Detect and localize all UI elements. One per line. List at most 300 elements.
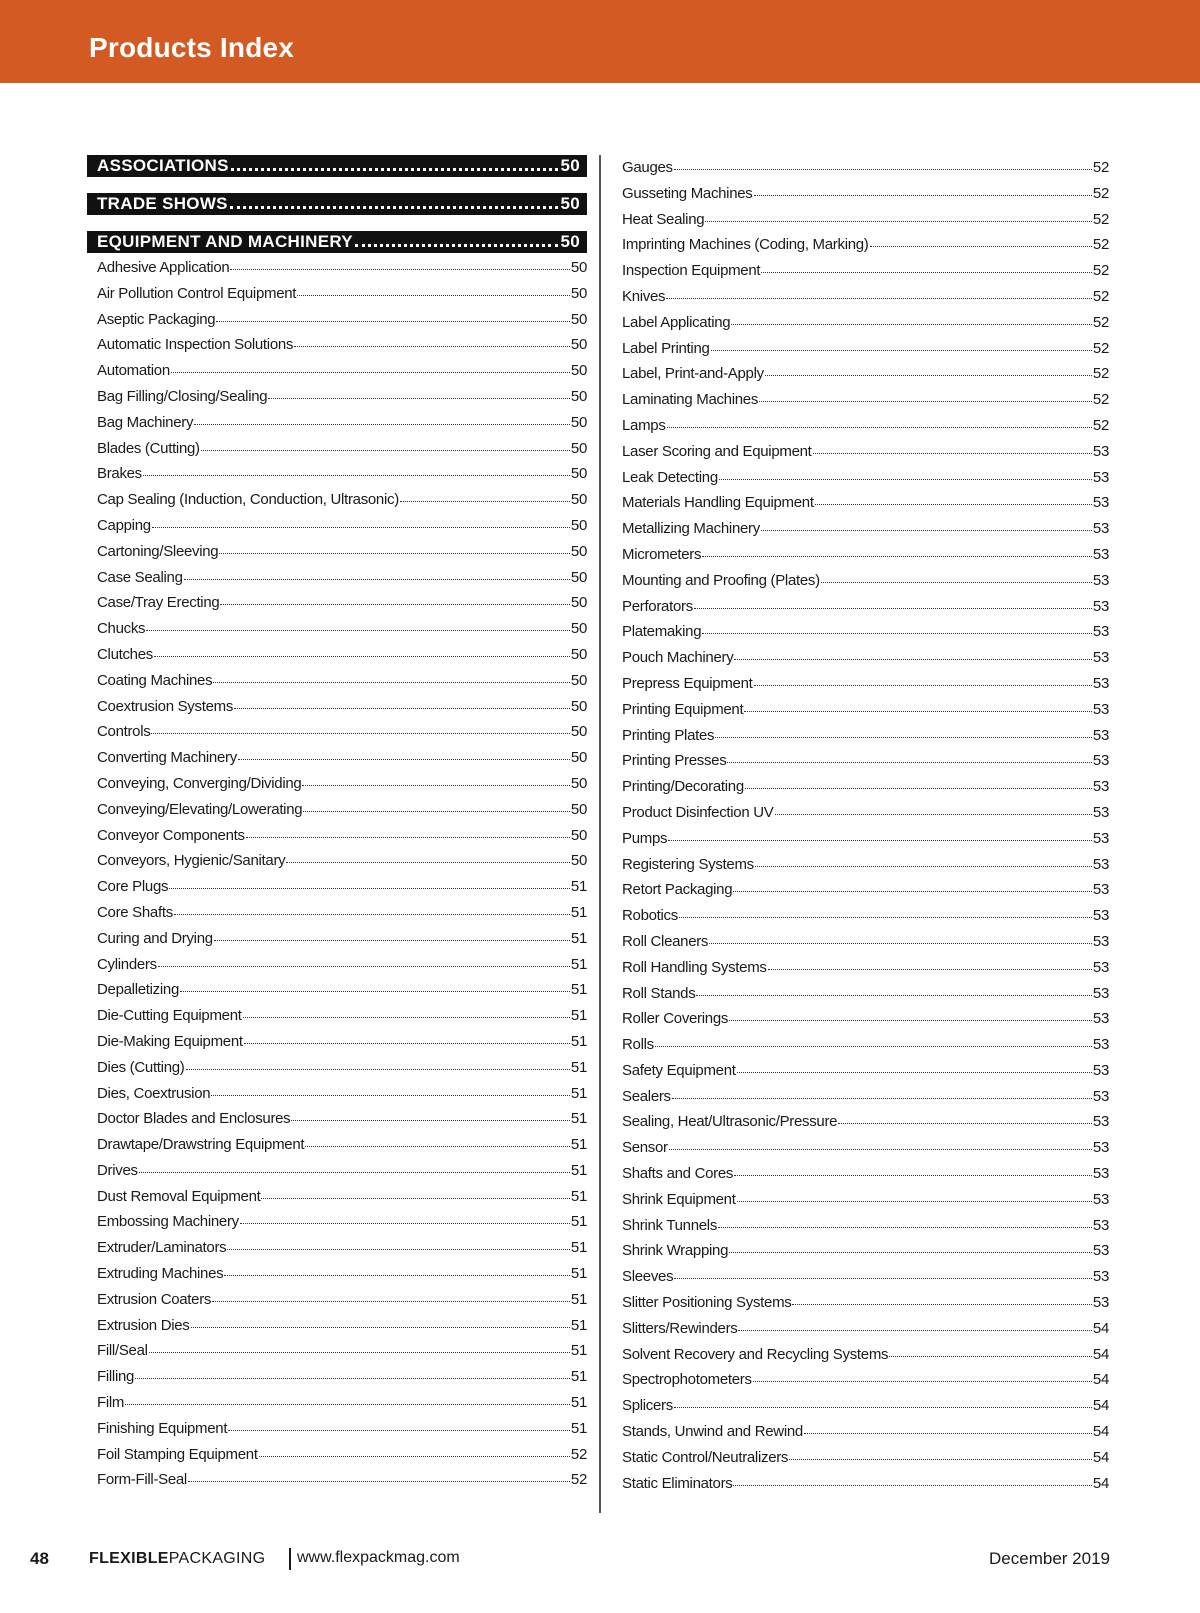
index-entry-label: Prepress Equipment <box>622 674 753 692</box>
index-entry[interactable] <box>622 1135 1109 1161</box>
index-entry-label: Aseptic Packaging <box>97 310 216 328</box>
index-entry[interactable] <box>87 1235 587 1261</box>
index-entry-page: 50 <box>570 594 587 612</box>
leader-dots <box>674 1407 1092 1408</box>
index-entry[interactable] <box>622 1109 1109 1135</box>
index-entry-page: 51 <box>570 1187 587 1205</box>
index-entry[interactable] <box>87 874 587 900</box>
index-entry-page: 52 <box>1092 365 1109 383</box>
index-entry[interactable] <box>87 1364 587 1390</box>
index-entry[interactable] <box>622 1471 1109 1497</box>
index-entry-page: 51 <box>570 1161 587 1179</box>
index-entry[interactable] <box>622 1367 1109 1393</box>
index-entry[interactable] <box>87 1106 587 1132</box>
index-entry[interactable] <box>87 1467 587 1493</box>
leader-dots <box>745 788 1092 789</box>
index-entry[interactable] <box>87 1055 587 1081</box>
index-entry[interactable] <box>87 1081 587 1107</box>
leader-dots <box>212 1301 570 1302</box>
index-entry-page: 54 <box>1092 1448 1109 1466</box>
index-entry[interactable] <box>622 310 1109 336</box>
index-entry[interactable] <box>622 1290 1109 1316</box>
index-entry[interactable] <box>622 232 1109 258</box>
index-entry[interactable] <box>87 384 587 410</box>
index-entry-label: Coating Machines <box>97 671 213 689</box>
index-entry-page: 53 <box>1092 1216 1109 1234</box>
leader-dots <box>135 1378 570 1379</box>
index-entry-label: Cap Sealing (Induction, Conduction, Ultrasonic) <box>97 491 399 509</box>
leader-dots <box>240 1223 570 1224</box>
index-entry-page: 50 <box>570 542 587 560</box>
index-entry-page: 50 <box>570 516 587 534</box>
index-entry-label: Air Pollution Control Equipment <box>97 284 297 302</box>
index-entry[interactable] <box>622 490 1109 516</box>
index-entry[interactable] <box>622 826 1109 852</box>
leader-dots <box>291 1120 570 1121</box>
index-entry-label: Pouch Machinery <box>622 649 734 667</box>
index-entry-page: 51 <box>570 1058 587 1076</box>
index-entry-page: 52 <box>1092 262 1109 280</box>
index-entry-label: Dust Removal Equipment <box>97 1187 261 1205</box>
leader-dots <box>216 321 570 322</box>
index-entry-label: Label Printing <box>622 339 710 357</box>
leader-dots <box>870 246 1092 247</box>
index-entry[interactable] <box>622 181 1109 207</box>
index-entry[interactable] <box>622 1187 1109 1213</box>
index-entry-label: Solvent Recovery and Recycling Systems <box>622 1345 889 1363</box>
index-entry-label: Roll Cleaners <box>622 932 709 950</box>
index-entry[interactable] <box>622 1238 1109 1264</box>
index-entry[interactable] <box>87 590 587 616</box>
index-entry-label: Rolls <box>622 1036 654 1054</box>
index-entry-page: 51 <box>570 1032 587 1050</box>
index-entry-label: Film <box>97 1394 125 1412</box>
index-entry[interactable] <box>622 723 1109 749</box>
index-entry-page: 53 <box>1092 571 1109 589</box>
index-entry[interactable] <box>87 1287 587 1313</box>
leader-dots <box>158 966 570 967</box>
index-entry[interactable] <box>87 1184 587 1210</box>
index-entry[interactable] <box>87 539 587 565</box>
index-entry-label: Knives <box>622 287 666 305</box>
index-entry[interactable] <box>87 926 587 952</box>
leader-dots <box>194 424 570 425</box>
index-entry[interactable] <box>87 616 587 642</box>
index-entry[interactable] <box>87 1416 587 1442</box>
index-entry-page: 52 <box>1092 184 1109 202</box>
index-entry[interactable] <box>622 903 1109 929</box>
index-entry-page: 53 <box>1092 1294 1109 1312</box>
leader-dots <box>214 940 570 941</box>
index-entry[interactable] <box>622 568 1109 594</box>
index-entry[interactable] <box>622 1342 1109 1368</box>
index-entry-page: 50 <box>570 852 587 870</box>
index-entry[interactable] <box>622 542 1109 568</box>
leader-dots <box>731 324 1092 325</box>
leader-dots <box>355 233 559 247</box>
index-entry[interactable] <box>622 284 1109 310</box>
index-entry[interactable] <box>87 1313 587 1339</box>
footer-url-link[interactable]: www.flexpackmag.com <box>297 1549 460 1566</box>
index-entry[interactable] <box>622 800 1109 826</box>
leader-dots <box>694 608 1092 609</box>
index-entry[interactable] <box>87 358 587 384</box>
index-entry[interactable] <box>622 748 1109 774</box>
index-entry-page: 50 <box>570 800 587 818</box>
index-entry[interactable] <box>87 1390 587 1416</box>
index-entry-page: 50 <box>570 774 587 792</box>
index-entry-label: Die-Making Equipment <box>97 1032 243 1050</box>
leader-dots <box>754 685 1092 686</box>
index-entry-page: 50 <box>570 362 587 380</box>
index-entry[interactable] <box>622 852 1109 878</box>
leader-dots <box>754 195 1092 196</box>
index-entry-page: 52 <box>1092 416 1109 434</box>
index-entry[interactable] <box>87 952 587 978</box>
index-entry-label: Fill/Seal <box>97 1342 148 1360</box>
index-entry-page: 53 <box>1092 597 1109 615</box>
index-entry-page: 51 <box>570 1265 587 1283</box>
leader-dots <box>400 501 570 502</box>
index-entry[interactable] <box>622 619 1109 645</box>
index-entry-page: 54 <box>1092 1345 1109 1363</box>
index-entry[interactable] <box>622 981 1109 1007</box>
index-entry-label: Gusseting Machines <box>622 184 753 202</box>
index-entry[interactable] <box>87 513 587 539</box>
index-entry-page: 53 <box>1092 726 1109 744</box>
index-entry-page: 54 <box>1092 1319 1109 1337</box>
leader-dots <box>705 221 1092 222</box>
index-entry-label: Cartoning/Sleeving <box>97 542 219 560</box>
leader-dots <box>674 169 1092 170</box>
index-entry[interactable] <box>622 1006 1109 1032</box>
index-entry[interactable] <box>622 465 1109 491</box>
index-entry-label: Stands, Unwind and Rewind <box>622 1423 803 1441</box>
index-entry-page: 50 <box>570 413 587 431</box>
section-heading-page: 50 <box>560 232 580 251</box>
index-entry[interactable] <box>622 1419 1109 1445</box>
leader-dots <box>821 582 1092 583</box>
index-entry-page: 53 <box>1092 1113 1109 1131</box>
index-entry[interactable] <box>87 410 587 436</box>
index-entry[interactable] <box>87 694 587 720</box>
leader-dots <box>792 1304 1091 1305</box>
leader-dots <box>765 375 1092 376</box>
leader-dots <box>220 604 569 605</box>
index-entry-page: 53 <box>1092 1036 1109 1054</box>
index-entry-label: Gauges <box>622 159 673 176</box>
footer-brand-bold: FLEXIBLE <box>89 1550 169 1567</box>
index-entry[interactable] <box>87 1442 587 1468</box>
leader-dots <box>261 1198 569 1199</box>
index-entry-label: Depalletizing <box>97 981 179 999</box>
index-entry[interactable] <box>87 642 587 668</box>
footer-brand-light: PACKAGING <box>168 1550 266 1567</box>
index-entry[interactable] <box>622 594 1109 620</box>
index-entry-page: 53 <box>1092 907 1109 925</box>
index-entry-label: Extruder/Laminators <box>97 1239 227 1257</box>
leader-dots <box>224 1275 570 1276</box>
index-entry-label: Blades (Cutting) <box>97 439 200 457</box>
index-entry-label: Clutches <box>97 645 153 663</box>
leader-dots <box>152 527 570 528</box>
index-entry-page: 50 <box>570 465 587 483</box>
index-entry-page: 53 <box>1092 752 1109 770</box>
index-entry-page: 53 <box>1092 1061 1109 1079</box>
index-entry-page: 51 <box>570 1084 587 1102</box>
leader-dots <box>761 272 1092 273</box>
index-entry-page: 53 <box>1092 932 1109 950</box>
leader-dots <box>761 530 1092 531</box>
index-entry-page: 51 <box>570 1239 587 1257</box>
index-entry-page: 50 <box>570 697 587 715</box>
footer-brand <box>89 1550 265 1568</box>
leader-dots <box>702 633 1092 634</box>
index-entry[interactable] <box>622 387 1109 413</box>
leader-dots <box>151 733 569 734</box>
index-entry-page: 51 <box>570 1213 587 1231</box>
index-entry[interactable] <box>622 1161 1109 1187</box>
index-entry-label: Die-Cutting Equipment <box>97 1007 242 1025</box>
index-entry[interactable] <box>622 1316 1109 1342</box>
index-entry-page: 53 <box>1092 778 1109 796</box>
index-entry[interactable] <box>622 1058 1109 1084</box>
leader-dots <box>228 1430 570 1431</box>
index-entry-label: Chucks <box>97 620 146 638</box>
index-entry-label: Dies, Coextrusion <box>97 1084 211 1102</box>
leader-dots <box>169 888 570 889</box>
leader-dots <box>789 1459 1092 1460</box>
index-entry[interactable] <box>87 1003 587 1029</box>
index-entry[interactable] <box>87 1338 587 1364</box>
index-entry-label: Leak Detecting <box>622 468 718 486</box>
leader-dots <box>154 656 570 657</box>
section-heading-associations[interactable] <box>87 155 587 177</box>
index-entry-page: 51 <box>570 1342 587 1360</box>
index-entry-page: 52 <box>1092 159 1109 176</box>
footer-page-number: 48 <box>30 1549 49 1568</box>
index-entry[interactable] <box>622 258 1109 284</box>
index-entry-page: 50 <box>570 671 587 689</box>
index-entry-label: Safety Equipment <box>622 1061 736 1079</box>
leader-dots <box>729 1252 1092 1253</box>
leader-dots <box>191 1327 570 1328</box>
leader-dots <box>666 298 1092 299</box>
index-entry[interactable] <box>87 719 587 745</box>
index-entry-page: 52 <box>1092 339 1109 357</box>
index-entry-page: 53 <box>1092 1165 1109 1183</box>
leader-dots <box>286 862 570 863</box>
index-entry[interactable] <box>622 929 1109 955</box>
leader-dots <box>146 630 570 631</box>
left-entry-list <box>87 255 587 1493</box>
index-entry-page: 52 <box>1092 210 1109 228</box>
index-entry[interactable] <box>622 645 1109 671</box>
index-entry-label: Foil Stamping Equipment <box>97 1445 258 1463</box>
index-entry-page: 51 <box>570 929 587 947</box>
leader-dots <box>259 1456 570 1457</box>
leader-dots <box>227 1249 570 1250</box>
index-entry[interactable] <box>87 436 587 462</box>
leader-dots <box>302 785 569 786</box>
index-entry[interactable] <box>622 361 1109 387</box>
index-entry-page: 53 <box>1092 803 1109 821</box>
index-entry[interactable] <box>87 255 587 281</box>
index-entry-page: 51 <box>570 878 587 896</box>
index-entry-label: Printing Presses <box>622 752 727 770</box>
leader-dots <box>139 1172 570 1173</box>
section-heading-page: 50 <box>560 156 580 175</box>
index-entry[interactable] <box>87 797 587 823</box>
index-entry[interactable] <box>87 771 587 797</box>
leader-dots <box>244 1043 570 1044</box>
page-title: Products Index <box>89 32 295 63</box>
leader-dots <box>744 711 1092 712</box>
index-entry[interactable] <box>622 207 1109 233</box>
index-entry[interactable] <box>87 900 587 926</box>
right-column <box>622 155 1109 1496</box>
index-entry-label: Spectrophotometers <box>622 1371 752 1389</box>
index-entry[interactable] <box>87 281 587 307</box>
index-entry[interactable] <box>622 155 1109 181</box>
index-entry-page: 50 <box>570 310 587 328</box>
index-entry-page: 53 <box>1092 855 1109 873</box>
index-entry[interactable] <box>622 877 1109 903</box>
index-entry-label: Shafts and Cores <box>622 1165 734 1183</box>
index-entry[interactable] <box>622 697 1109 723</box>
index-entry[interactable] <box>622 774 1109 800</box>
section-heading-label: TRADE SHOWS <box>97 194 228 213</box>
index-entry[interactable] <box>87 1209 587 1235</box>
index-entry-label: Platemaking <box>622 623 702 641</box>
index-entry[interactable] <box>622 516 1109 542</box>
index-entry-label: Sealers <box>622 1087 671 1105</box>
index-entry-page: 51 <box>570 955 587 973</box>
column-divider <box>599 155 601 1513</box>
leader-dots <box>733 891 1092 892</box>
index-entry[interactable] <box>87 848 587 874</box>
leader-dots <box>180 991 570 992</box>
index-entry[interactable] <box>87 332 587 358</box>
leader-dots <box>184 579 570 580</box>
section-heading-trade-shows[interactable] <box>87 193 587 215</box>
index-entry-label: Label, Print-and-Apply <box>622 365 764 383</box>
leader-dots <box>768 969 1092 970</box>
leader-dots <box>715 737 1092 738</box>
index-entry-label: Lamps <box>622 416 666 434</box>
index-entry[interactable] <box>87 1029 587 1055</box>
index-entry[interactable] <box>622 1032 1109 1058</box>
index-entry-label: Conveying/Elevating/Lowerating <box>97 800 303 818</box>
index-entry-page: 53 <box>1092 700 1109 718</box>
index-entry-label: Metallizing Machinery <box>622 520 760 538</box>
index-entry-page: 50 <box>570 723 587 741</box>
index-entry[interactable] <box>87 307 587 333</box>
index-entry[interactable] <box>87 1132 587 1158</box>
index-entry-page: 54 <box>1092 1371 1109 1389</box>
leader-dots <box>804 1433 1092 1434</box>
index-entry-label: Controls <box>97 723 151 741</box>
index-entry-label: Form-Fill-Seal <box>97 1471 187 1489</box>
index-entry-page: 50 <box>570 568 587 586</box>
leader-dots <box>696 995 1091 996</box>
leader-dots <box>668 840 1092 841</box>
index-entry-label: Automation <box>97 362 170 380</box>
leader-dots <box>669 1149 1092 1150</box>
section-heading-label: EQUIPMENT AND MACHINERY <box>97 232 353 251</box>
index-entry-label: Core Shafts <box>97 903 173 921</box>
leader-dots <box>727 762 1091 763</box>
index-entry-label: Materials Handling Equipment <box>622 494 814 512</box>
index-entry[interactable] <box>87 1158 587 1184</box>
index-entry[interactable] <box>87 668 587 694</box>
index-entry[interactable] <box>87 1261 587 1287</box>
index-entry-label: Core Plugs <box>97 878 169 896</box>
index-entry-label: Case/Tray Erecting <box>97 594 220 612</box>
index-entry[interactable] <box>87 565 587 591</box>
leader-dots <box>230 269 569 270</box>
section-heading-equipment-and-machinery[interactable] <box>87 231 587 253</box>
index-entry[interactable] <box>622 413 1109 439</box>
leader-dots <box>709 943 1092 944</box>
index-entry-label: Doctor Blades and Enclosures <box>97 1110 291 1128</box>
index-entry-label: Laminating Machines <box>622 391 759 409</box>
index-entry-label: Imprinting Machines (Coding, Marking) <box>622 236 869 254</box>
index-entry-label: Adhesive Application <box>97 259 230 276</box>
index-entry[interactable] <box>87 977 587 1003</box>
leader-dots <box>737 1072 1092 1073</box>
index-entry-page: 53 <box>1092 649 1109 667</box>
index-entry-label: Shrink Wrapping <box>622 1242 729 1260</box>
index-entry[interactable] <box>622 671 1109 697</box>
leader-dots <box>889 1356 1092 1357</box>
index-entry-page: 50 <box>570 620 587 638</box>
leader-dots <box>667 427 1092 428</box>
index-entry[interactable] <box>622 955 1109 981</box>
index-entry[interactable] <box>622 1445 1109 1471</box>
index-entry[interactable] <box>87 823 587 849</box>
index-entry[interactable] <box>622 1213 1109 1239</box>
index-entry-page: 52 <box>1092 313 1109 331</box>
index-entry-page: 51 <box>570 981 587 999</box>
index-entry-label: Printing/Decorating <box>622 778 744 796</box>
leader-dots <box>305 1146 570 1147</box>
index-entry[interactable] <box>87 461 587 487</box>
index-entry-page: 51 <box>570 1290 587 1308</box>
index-entry-page: 54 <box>1092 1474 1109 1492</box>
leader-dots <box>672 1098 1092 1099</box>
index-entry[interactable] <box>622 439 1109 465</box>
index-entry-label: Sensor <box>622 1139 668 1157</box>
index-entry-label: Printing Plates <box>622 726 715 744</box>
index-entry[interactable] <box>87 487 587 513</box>
index-entry[interactable] <box>622 336 1109 362</box>
leader-dots <box>729 1020 1092 1021</box>
index-entry[interactable] <box>622 1264 1109 1290</box>
index-entry-label: Micrometers <box>622 545 702 563</box>
index-entry-page: 50 <box>570 284 587 302</box>
leader-dots <box>230 195 559 209</box>
index-entry-label: Drives <box>97 1161 138 1179</box>
index-entry[interactable] <box>87 745 587 771</box>
index-entry[interactable] <box>622 1393 1109 1419</box>
index-entry-label: Shrink Tunnels <box>622 1216 718 1234</box>
index-entry-page: 54 <box>1092 1423 1109 1441</box>
index-entry-label: Extrusion Dies <box>97 1316 190 1334</box>
index-entry[interactable] <box>622 1084 1109 1110</box>
leader-dots <box>755 866 1092 867</box>
index-entry-label: Embossing Machinery <box>97 1213 239 1231</box>
